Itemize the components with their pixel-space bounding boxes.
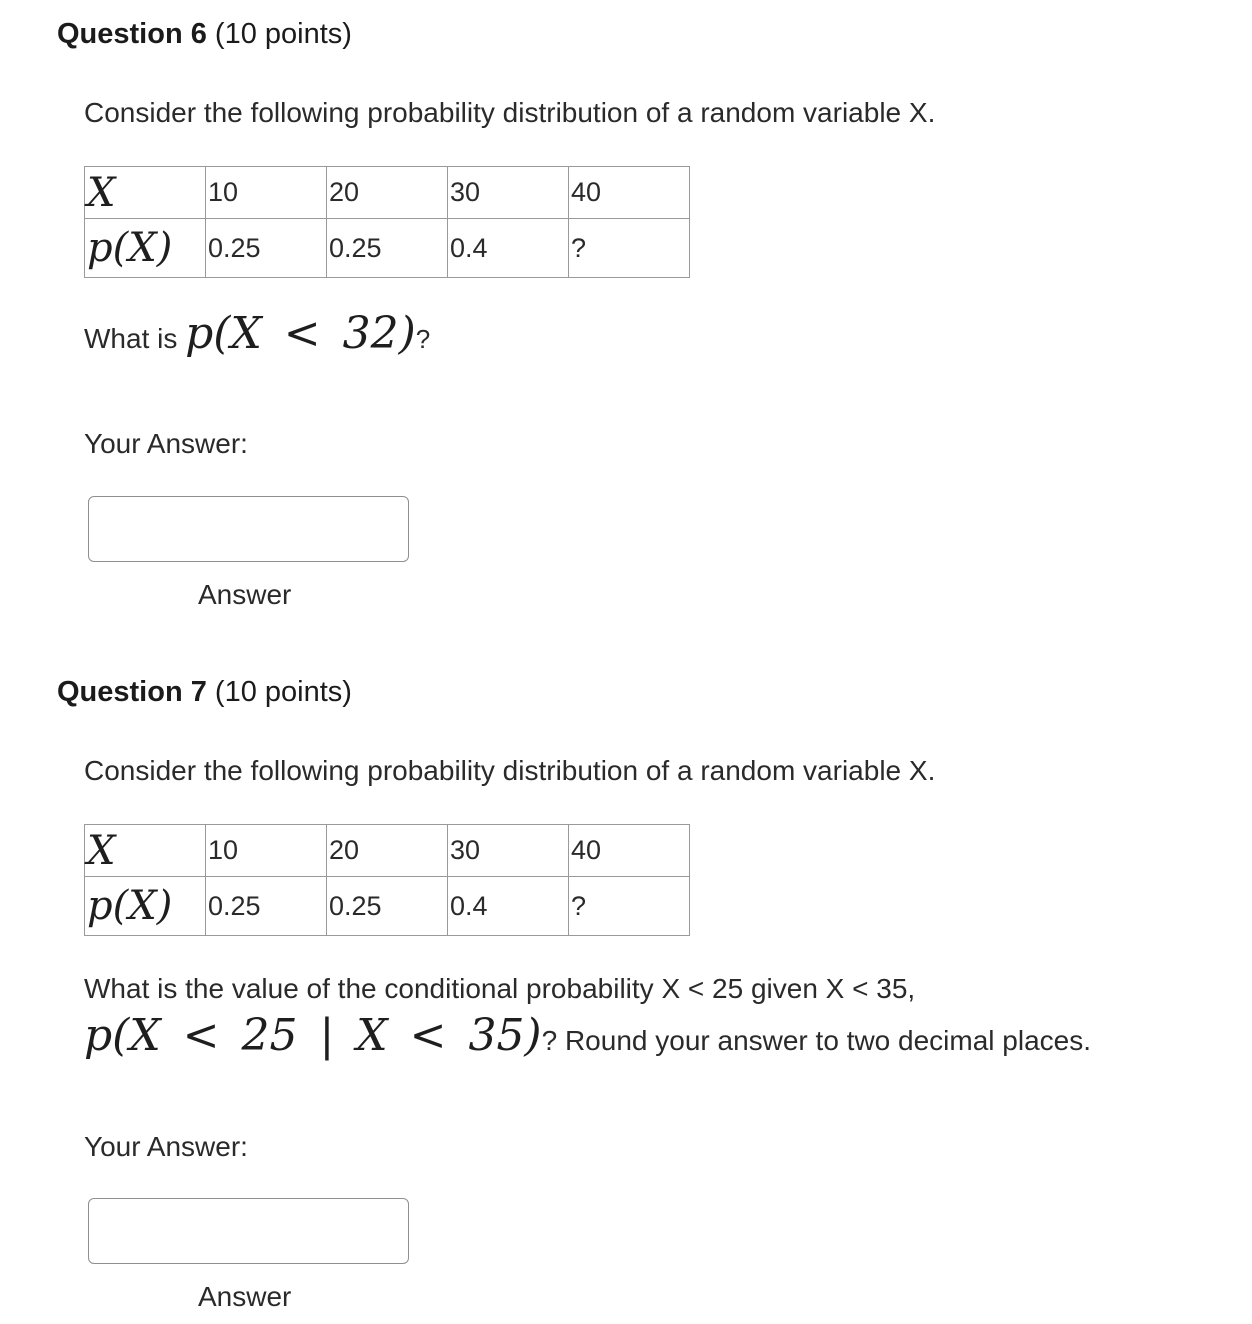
question-7-question-suffix: ? Round your answer to two decimal places. xyxy=(541,1025,1091,1056)
p-value-2: 0.25 xyxy=(327,877,448,936)
x-value-3: 30 xyxy=(448,167,569,219)
p-value-1: 0.25 xyxy=(206,877,327,936)
x-value-3: 30 xyxy=(448,825,569,877)
question-7-points: (10 points) xyxy=(214,676,352,708)
p-value-4: ? xyxy=(569,219,690,278)
question-6-heading: Question 6 xyxy=(57,18,207,50)
p-value-1: 0.25 xyxy=(206,219,327,278)
x-value-2: 20 xyxy=(327,825,448,877)
question-7-question-line2 xyxy=(84,1010,1091,1061)
question-6-distribution-table xyxy=(84,166,690,278)
x-value-4: 40 xyxy=(569,825,690,877)
question-7-title xyxy=(57,676,352,709)
question-7-answer-input[interactable] xyxy=(88,1198,409,1264)
question-7-distribution-table xyxy=(84,824,690,936)
question-6-title xyxy=(57,18,352,51)
question-6-your-answer-label: Your Answer: xyxy=(84,428,248,459)
x-value-2: 20 xyxy=(327,167,448,219)
x-value-1: 10 xyxy=(206,167,327,219)
p-value-3: 0.4 xyxy=(448,219,569,278)
question-6-question-suffix: ? xyxy=(415,324,431,354)
row-label-x: X xyxy=(85,825,206,877)
question-7-prompt: Consider the following probability distribution of a random variable X. xyxy=(84,755,936,786)
p-value-2: 0.25 xyxy=(327,219,448,278)
question-6-answer-caption: Answer xyxy=(198,579,292,610)
question-7-answer-caption: Answer xyxy=(198,1281,292,1312)
question-6-answer-input[interactable] xyxy=(88,496,409,562)
row-label-x: X xyxy=(85,167,206,219)
question-7-math: p(X < 25 | X < 35) xyxy=(84,1010,542,1061)
question-6-prompt: Consider the following probability distribution of a random variable X. xyxy=(84,97,936,128)
question-6-points: (10 points) xyxy=(214,18,352,50)
table-row-p xyxy=(85,219,690,278)
table-row-x xyxy=(85,825,690,877)
row-label-p: p(X) xyxy=(85,219,206,278)
x-value-1: 10 xyxy=(206,825,327,877)
x-value-4: 40 xyxy=(569,167,690,219)
question-7-question-line1: What is the value of the conditional probability X < 25 given X < 35, xyxy=(84,973,916,1004)
question-7-your-answer-label: Your Answer: xyxy=(84,1131,248,1162)
row-label-p: p(X) xyxy=(85,877,206,936)
question-6-math: p(X < 32) xyxy=(185,308,416,359)
table-row-p xyxy=(85,877,690,936)
p-value-4: ? xyxy=(569,877,690,936)
question-7-heading: Question 7 xyxy=(57,676,207,708)
question-6-question-prefix: What is xyxy=(84,323,178,354)
p-value-3: 0.4 xyxy=(448,877,569,936)
question-6-question xyxy=(84,308,430,359)
table-row-x xyxy=(85,167,690,219)
